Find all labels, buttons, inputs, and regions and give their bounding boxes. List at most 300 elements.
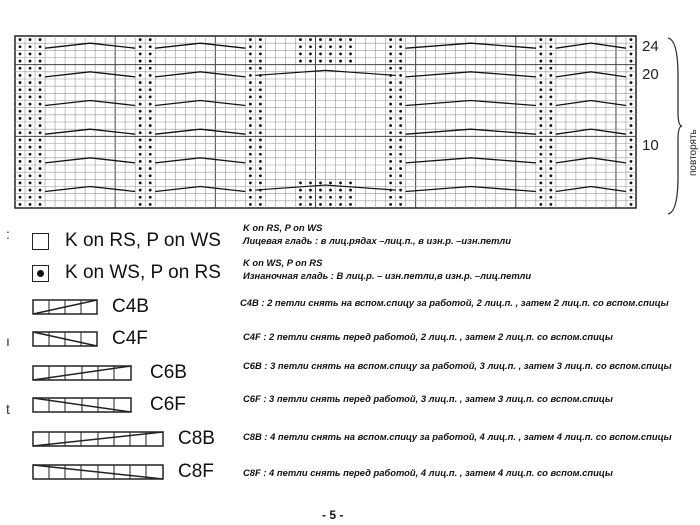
purl-stitch-dot: [630, 174, 633, 177]
purl-stitch-dot: [139, 117, 142, 120]
purl-stitch-dot: [319, 38, 322, 41]
purl-stitch-dot: [139, 174, 142, 177]
c8b-cable-icon: [32, 431, 164, 447]
purl-stitch-dot: [249, 131, 252, 134]
purl-stitch-dot: [549, 88, 552, 91]
purl-stitch-dot: [539, 139, 542, 142]
legend-c4b: [32, 296, 149, 318]
purl-stitch-dot: [630, 103, 633, 106]
legend-purl: [32, 262, 221, 284]
legend-label: C8B: [178, 428, 215, 449]
purl-stitch-dot: [339, 60, 342, 63]
purl-stitch-dot: [349, 60, 352, 63]
note-text: : 3 петли снять на вспом.спицу за работой, 3 лиц.п. , затем 3 лиц.п. со вспом.спицы: [264, 360, 672, 371]
legend-label: K on RS, P on WS: [65, 230, 221, 251]
purl-stitch-dot: [39, 53, 42, 56]
purl-stitch-dot: [389, 110, 392, 113]
purl-stitch-dot: [539, 131, 542, 134]
purl-stitch-dot: [630, 160, 633, 163]
purl-stitch-dot: [329, 196, 332, 199]
purl-stitch-dot: [319, 189, 322, 192]
purl-stitch-dot: [549, 160, 552, 163]
purl-stitch-dot: [259, 131, 262, 134]
purl-stitch-dot: [539, 196, 542, 199]
note-title: C4F: [243, 331, 261, 342]
purl-stitch-dot: [389, 167, 392, 170]
purl-stitch-dot: [339, 45, 342, 48]
purl-stitch-dot: [19, 196, 22, 199]
knitting-chart: [0, 0, 700, 215]
purl-stitch-dot: [399, 174, 402, 177]
purl-stitch-dot: [259, 53, 262, 56]
purl-stitch-dot: [139, 131, 142, 134]
note-title: C8B: [243, 431, 262, 442]
purl-stitch-dot: [39, 103, 42, 106]
purl-stitch-dot: [389, 81, 392, 84]
purl-stitch-dot: [549, 153, 552, 156]
purl-stitch-dot: [539, 96, 542, 99]
purl-stitch-dot: [539, 38, 542, 41]
purl-stitch-dot: [249, 117, 252, 120]
purl-stitch-dot: [389, 139, 392, 142]
purl-stitch-dot: [149, 196, 152, 199]
note-title: K on WS, P on RS: [243, 257, 323, 268]
purl-stitch-dot: [39, 110, 42, 113]
note-c8b: [243, 431, 693, 444]
purl-stitch-dot: [259, 167, 262, 170]
purl-stitch-dot: [630, 182, 633, 185]
note-c4f: [243, 331, 683, 344]
purl-stitch-dot: [149, 182, 152, 185]
purl-stitch-dot: [149, 160, 152, 163]
purl-stitch-dot: [149, 81, 152, 84]
purl-stitch-dot: [149, 189, 152, 192]
purl-stitch-dot: [259, 146, 262, 149]
purl-stitch-dot: [29, 110, 32, 113]
purl-stitch-dot: [39, 117, 42, 120]
purl-stitch-dot: [259, 45, 262, 48]
purl-stitch-dot: [399, 196, 402, 199]
purl-stitch-dot: [149, 153, 152, 156]
purl-stitch-dot: [139, 139, 142, 142]
purl-stitch-dot: [349, 189, 352, 192]
legend-knit: [32, 230, 221, 252]
purl-stitch-dot: [139, 81, 142, 84]
purl-stitch-dot: [139, 124, 142, 127]
purl-stitch-dot: [399, 124, 402, 127]
purl-stitch-dot: [29, 103, 32, 106]
purl-stitch-dot: [549, 103, 552, 106]
purl-stitch-dot: [309, 189, 312, 192]
c4b-cable-icon: [32, 299, 98, 315]
purl-stitch-dot: [389, 174, 392, 177]
purl-stitch-dot: [329, 45, 332, 48]
purl-stitch-dot: [259, 174, 262, 177]
purl-stitch-dot: [149, 110, 152, 113]
purl-stitch-dot: [539, 110, 542, 113]
purl-stitch-dot: [29, 174, 32, 177]
purl-stitch-dot: [249, 74, 252, 77]
repeat-label: повторять: [688, 129, 699, 176]
purl-stitch-dot: [549, 203, 552, 206]
note-purl: [243, 257, 683, 282]
purl-stitch-dot: [539, 146, 542, 149]
legend-label: C6F: [150, 394, 186, 415]
legend-label: K on WS, P on RS: [65, 262, 221, 283]
purl-stitch-dot: [319, 203, 322, 206]
purl-stitch-dot: [299, 189, 302, 192]
purl-stitch-dot: [139, 153, 142, 156]
purl-stitch-dot: [39, 139, 42, 142]
purl-stitch-dot: [29, 139, 32, 142]
purl-stitch-dot: [399, 160, 402, 163]
purl-stitch-dot: [399, 67, 402, 70]
purl-stitch-dot: [399, 103, 402, 106]
purl-stitch-dot: [259, 96, 262, 99]
purl-stitch-dot: [39, 67, 42, 70]
purl-stitch-dot: [630, 117, 633, 120]
purl-stitch-dot: [39, 146, 42, 149]
purl-stitch-dot: [259, 153, 262, 156]
purl-stitch-dot: [149, 60, 152, 63]
purl-stitch-dot: [630, 96, 633, 99]
purl-stitch-dot: [29, 67, 32, 70]
purl-stitch-dot: [249, 81, 252, 84]
purl-stitch-dot: [29, 53, 32, 56]
purl-stitch-dot: [309, 196, 312, 199]
purl-stitch-dot: [249, 174, 252, 177]
purl-stitch-dot: [399, 153, 402, 156]
purl-stitch-dot: [389, 153, 392, 156]
purl-stitch-dot: [549, 189, 552, 192]
purl-stitch-dot: [249, 124, 252, 127]
note-text: Изнаночная гладь : В лиц.р. – изн.петли,в изн.р. –лиц.петли: [243, 269, 532, 281]
purl-stitch-dot: [399, 189, 402, 192]
purl-stitch-dot: [399, 74, 402, 77]
legend-label: C4B: [112, 296, 149, 317]
purl-stitch-dot: [19, 38, 22, 41]
purl-stitch-dot: [389, 88, 392, 91]
purl-stitch-dot: [149, 45, 152, 48]
purl-stitch-dot: [389, 131, 392, 134]
purl-stitch-dot: [249, 110, 252, 113]
purl-stitch-dot: [139, 88, 142, 91]
purl-stitch-dot: [249, 160, 252, 163]
purl-stitch-dot: [19, 203, 22, 206]
purl-stitch-dot: [139, 60, 142, 63]
purl-stitch-dot: [139, 96, 142, 99]
purl-stitch-dot: [399, 139, 402, 142]
purl-stitch-dot: [319, 182, 322, 185]
purl-stitch-dot: [139, 146, 142, 149]
purl-stitch-dot: [630, 167, 633, 170]
purl-stitch-dot: [259, 203, 262, 206]
purl-stitch-dot: [329, 189, 332, 192]
purl-stitch-dot: [249, 67, 252, 70]
purl-stitch-dot: [309, 203, 312, 206]
purl-stitch-dot: [39, 124, 42, 127]
purl-stitch-dot: [539, 45, 542, 48]
purl-stitch-dot: [149, 74, 152, 77]
purl-stitch-dot: [29, 74, 32, 77]
purl-stitch-dot: [19, 182, 22, 185]
purl-stitch-dot: [29, 146, 32, 149]
purl-stitch-dot: [630, 124, 633, 127]
purl-stitch-dot: [29, 153, 32, 156]
purl-stitch-dot: [29, 196, 32, 199]
purl-stitch-dot: [539, 60, 542, 63]
purl-stitch-dot: [319, 53, 322, 56]
purl-stitch-dot: [539, 189, 542, 192]
purl-stitch-dot: [389, 146, 392, 149]
purl-stitch-dot: [319, 45, 322, 48]
purl-stitch-dot: [549, 182, 552, 185]
purl-stitch-dot: [539, 160, 542, 163]
purl-stitch-dot: [339, 196, 342, 199]
purl-stitch-dot: [630, 60, 633, 63]
note-c6f: [243, 393, 653, 406]
c6b-cable-icon: [32, 365, 132, 381]
purl-stitch-dot: [339, 38, 342, 41]
purl-stitch-dot: [630, 153, 633, 156]
margin-mark: t: [6, 401, 10, 417]
purl-stitch-dot: [39, 38, 42, 41]
purl-stitch-dot: [139, 189, 142, 192]
purl-stitch-dot: [539, 124, 542, 127]
purl-stitch-dot: [29, 88, 32, 91]
purl-stitch-dot: [329, 60, 332, 63]
purl-stitch-dot: [249, 60, 252, 63]
purl-stitch-dot: [29, 60, 32, 63]
purl-stitch-dot: [19, 131, 22, 134]
purl-stitch-dot: [339, 53, 342, 56]
note-title: C6F: [243, 393, 261, 404]
purl-stitch-dot: [19, 60, 22, 63]
purl-stitch-dot: [249, 139, 252, 142]
purl-stitch-dot: [539, 182, 542, 185]
purl-stitch-dot: [29, 96, 32, 99]
purl-stitch-dot: [19, 167, 22, 170]
purl-stitch-dot: [630, 189, 633, 192]
purl-stitch-dot: [549, 124, 552, 127]
purl-stitch-dot: [549, 81, 552, 84]
purl-stitch-dot: [149, 53, 152, 56]
purl-stitch-dot: [39, 88, 42, 91]
purl-stitch-dot: [249, 203, 252, 206]
row-number-10: 10: [642, 137, 659, 154]
purl-stitch-dot: [549, 110, 552, 113]
purl-dot-icon: [32, 265, 49, 282]
purl-stitch-dot: [19, 74, 22, 77]
purl-stitch-dot: [630, 196, 633, 199]
purl-stitch-dot: [19, 146, 22, 149]
purl-stitch-dot: [549, 38, 552, 41]
purl-stitch-dot: [259, 38, 262, 41]
purl-stitch-dot: [29, 167, 32, 170]
note-title: K on RS, P on WS: [243, 222, 323, 233]
purl-stitch-dot: [630, 74, 633, 77]
purl-stitch-dot: [399, 38, 402, 41]
purl-stitch-dot: [249, 167, 252, 170]
purl-stitch-dot: [19, 139, 22, 142]
purl-stitch-dot: [549, 96, 552, 99]
purl-stitch-dot: [349, 38, 352, 41]
purl-stitch-dot: [249, 103, 252, 106]
purl-stitch-dot: [549, 139, 552, 142]
purl-stitch-dot: [29, 38, 32, 41]
note-text: : 2 петли снять на вспом.спицу за работой, 2 лиц.п. , затем 2 лиц.п. со вспом.спицы: [261, 297, 669, 308]
purl-stitch-dot: [259, 160, 262, 163]
purl-stitch-dot: [259, 81, 262, 84]
purl-stitch-dot: [539, 81, 542, 84]
note-knit: [243, 222, 683, 247]
purl-stitch-dot: [299, 38, 302, 41]
purl-stitch-dot: [389, 53, 392, 56]
purl-stitch-dot: [29, 182, 32, 185]
purl-stitch-dot: [339, 189, 342, 192]
purl-stitch-dot: [259, 60, 262, 63]
purl-stitch-dot: [149, 203, 152, 206]
purl-stitch-dot: [299, 196, 302, 199]
purl-stitch-dot: [29, 81, 32, 84]
purl-stitch-dot: [329, 203, 332, 206]
c8f-cable-icon: [32, 464, 164, 480]
purl-stitch-dot: [309, 38, 312, 41]
purl-stitch-dot: [39, 96, 42, 99]
purl-stitch-dot: [39, 74, 42, 77]
purl-stitch-dot: [389, 203, 392, 206]
purl-stitch-dot: [399, 203, 402, 206]
purl-stitch-dot: [249, 182, 252, 185]
purl-stitch-dot: [19, 88, 22, 91]
purl-stitch-dot: [39, 174, 42, 177]
purl-stitch-dot: [39, 81, 42, 84]
purl-stitch-dot: [39, 203, 42, 206]
purl-stitch-dot: [149, 146, 152, 149]
purl-stitch-dot: [389, 160, 392, 163]
c4f-cable-icon: [32, 331, 98, 347]
purl-stitch-dot: [549, 117, 552, 120]
purl-stitch-dot: [149, 88, 152, 91]
purl-stitch-dot: [259, 117, 262, 120]
purl-stitch-dot: [149, 124, 152, 127]
purl-stitch-dot: [249, 38, 252, 41]
purl-stitch-dot: [339, 203, 342, 206]
purl-stitch-dot: [29, 131, 32, 134]
purl-stitch-dot: [19, 103, 22, 106]
purl-stitch-dot: [539, 117, 542, 120]
purl-stitch-dot: [39, 160, 42, 163]
purl-stitch-dot: [19, 117, 22, 120]
purl-stitch-dot: [259, 103, 262, 106]
purl-stitch-dot: [630, 131, 633, 134]
purl-stitch-dot: [399, 110, 402, 113]
purl-stitch-dot: [19, 160, 22, 163]
purl-stitch-dot: [39, 189, 42, 192]
purl-stitch-dot: [549, 60, 552, 63]
purl-stitch-dot: [549, 131, 552, 134]
purl-stitch-dot: [329, 182, 332, 185]
note-text: : 3 петли снять перед работой, 3 лиц.п. , затем 3 лиц.п. со вспом.спицы: [263, 393, 613, 404]
purl-stitch-dot: [630, 146, 633, 149]
note-title: C4B: [240, 297, 259, 308]
purl-stitch-dot: [149, 131, 152, 134]
purl-stitch-dot: [539, 74, 542, 77]
purl-stitch-dot: [539, 103, 542, 106]
purl-stitch-dot: [399, 117, 402, 120]
purl-stitch-dot: [149, 139, 152, 142]
purl-stitch-dot: [389, 38, 392, 41]
purl-stitch-dot: [139, 38, 142, 41]
purl-stitch-dot: [139, 74, 142, 77]
margin-mark: :: [6, 226, 10, 242]
purl-stitch-dot: [39, 60, 42, 63]
purl-stitch-dot: [539, 88, 542, 91]
purl-stitch-dot: [349, 45, 352, 48]
note-text: : 2 петли снять перед работой, 2 лиц.п. , затем 2 лиц.п. со вспом.спицы: [263, 331, 613, 342]
purl-stitch-dot: [539, 174, 542, 177]
purl-stitch-dot: [249, 45, 252, 48]
repeat-bracket: [664, 36, 684, 216]
purl-stitch-dot: [630, 53, 633, 56]
purl-stitch-dot: [149, 117, 152, 120]
purl-stitch-dot: [389, 96, 392, 99]
purl-stitch-dot: [329, 53, 332, 56]
purl-stitch-dot: [349, 196, 352, 199]
purl-stitch-dot: [39, 131, 42, 134]
purl-stitch-dot: [539, 67, 542, 70]
purl-stitch-dot: [319, 196, 322, 199]
page-number: - 5 -: [322, 508, 344, 522]
purl-stitch-dot: [389, 67, 392, 70]
purl-stitch-dot: [309, 60, 312, 63]
purl-stitch-dot: [349, 203, 352, 206]
note-c6b: [243, 360, 688, 373]
purl-stitch-dot: [19, 110, 22, 113]
purl-stitch-dot: [249, 196, 252, 199]
note-title: C6B: [243, 360, 262, 371]
purl-stitch-dot: [39, 196, 42, 199]
purl-stitch-dot: [139, 167, 142, 170]
purl-stitch-dot: [149, 96, 152, 99]
purl-stitch-dot: [399, 81, 402, 84]
purl-stitch-dot: [39, 182, 42, 185]
purl-stitch-dot: [309, 182, 312, 185]
purl-stitch-dot: [249, 88, 252, 91]
note-c8f: [243, 467, 663, 480]
purl-stitch-dot: [299, 203, 302, 206]
purl-stitch-dot: [19, 174, 22, 177]
purl-stitch-dot: [149, 103, 152, 106]
purl-stitch-dot: [539, 53, 542, 56]
legend-label: C4F: [112, 328, 148, 349]
legend-c6b: [32, 362, 187, 384]
purl-stitch-dot: [549, 196, 552, 199]
purl-stitch-dot: [630, 139, 633, 142]
purl-stitch-dot: [19, 153, 22, 156]
purl-stitch-dot: [549, 45, 552, 48]
purl-stitch-dot: [249, 146, 252, 149]
purl-stitch-dot: [19, 67, 22, 70]
purl-stitch-dot: [399, 146, 402, 149]
row-number-24: 24: [642, 38, 659, 55]
purl-stitch-dot: [299, 60, 302, 63]
purl-stitch-dot: [149, 174, 152, 177]
note-text: Лицевая гладь : в лиц.рядах –лиц.п., в изн.р. –изн.петли: [243, 234, 511, 246]
purl-stitch-dot: [389, 117, 392, 120]
purl-stitch-dot: [399, 88, 402, 91]
legend-c8f: [32, 461, 214, 483]
